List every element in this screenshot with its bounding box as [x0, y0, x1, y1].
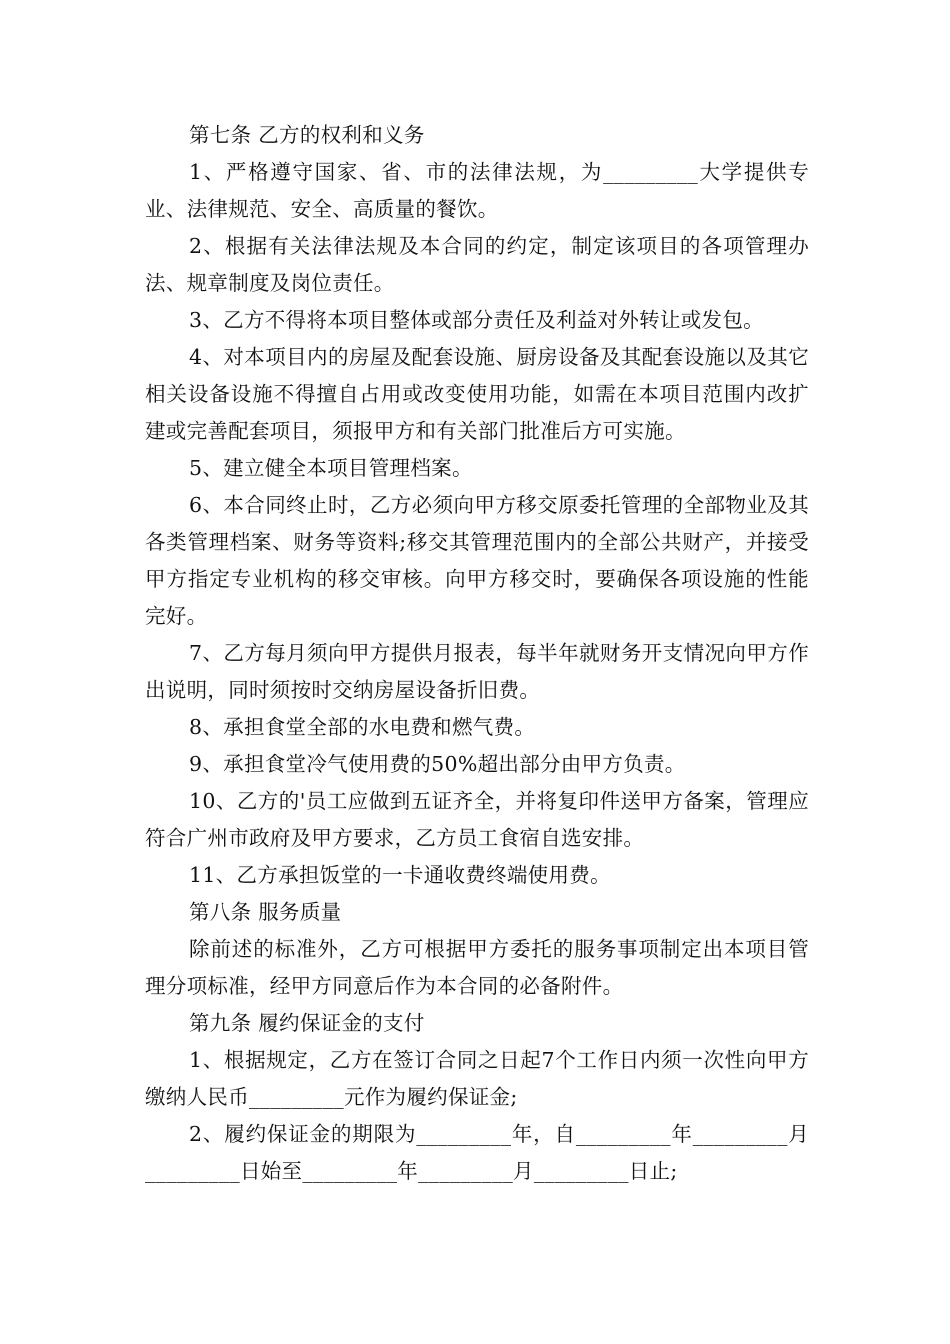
paragraph-7-8: 8、承担食堂全部的水电费和燃气费。: [189, 715, 536, 739]
paragraph-7-4: 4、对本项目内的房屋及配套设施、厨房设备及其配套设施以及其它相关设备设施不得擅自占用或改变使用功能，如需在本项目范围内改扩建或完善配套项目，须报甲方和有关部门批准后方可实施。: [145, 345, 809, 443]
paragraph-7-11: 11、乙方承担饭堂的一卡通收费终端使用费。: [189, 863, 611, 887]
paragraph-7-3: 3、乙方不得将本项目整体或部分责任及利益对外转让或发包。: [189, 308, 764, 332]
paragraph-7-5: 5、建立健全本项目管理档案。: [189, 456, 473, 480]
article-9-heading: 第九条 履约保证金的支付: [189, 1011, 425, 1035]
paragraph-7-10: 10、乙方的'员工应做到五证齐全，并将复印件送甲方备案，管理应符合广州市政府及甲方要求，乙方员工食宿自选安排。: [145, 789, 809, 850]
article-7-heading: 第七条 乙方的权利和义务: [189, 123, 425, 147]
paragraph-7-1: 1、严格遵守国家、省、市的法律法规，为_________大学提供专业、法律规范、安全、高质量的餐饮。: [145, 160, 809, 221]
paragraph-7-7: 7、乙方每月须向甲方提供月报表，每半年就财务开支情况向甲方作出说明，同时须按时交纳房屋设备折旧费。: [145, 641, 809, 702]
paragraph-7-2: 2、根据有关法律法规及本合同的约定，制定该项目的各项管理办法、规章制度及岗位责任。: [145, 234, 809, 295]
document-page: [145, 117, 809, 1190]
paragraph-7-9: 9、承担食堂冷气使用费的50%超出部分由甲方负责。: [189, 752, 686, 776]
paragraph-9-1: 1、根据规定，乙方在签订合同之日起7个工作日内须一次性向甲方缴纳人民币_________元作为履约保证金;: [145, 1048, 809, 1109]
paragraph-7-6: 6、本合同终止时，乙方必须向甲方移交原委托管理的全部物业及其各类管理档案、财务等资料;移交其管理范围内的全部公共财产，并接受甲方指定专业机构的移交审核。向甲方移交时，要确保各项设施的性能完好。: [145, 493, 809, 628]
paragraph-9-2: 2、履约保证金的期限为_________年，自_________年_________月_________日始至_________年_________月_________日止;: [145, 1122, 809, 1183]
paragraph-8-body: 除前述的标准外，乙方可根据甲方委托的服务事项制定出本项目管理分项标准，经甲方同意后作为本合同的必备附件。: [145, 937, 809, 998]
article-8-heading: 第八条 服务质量: [189, 900, 342, 924]
